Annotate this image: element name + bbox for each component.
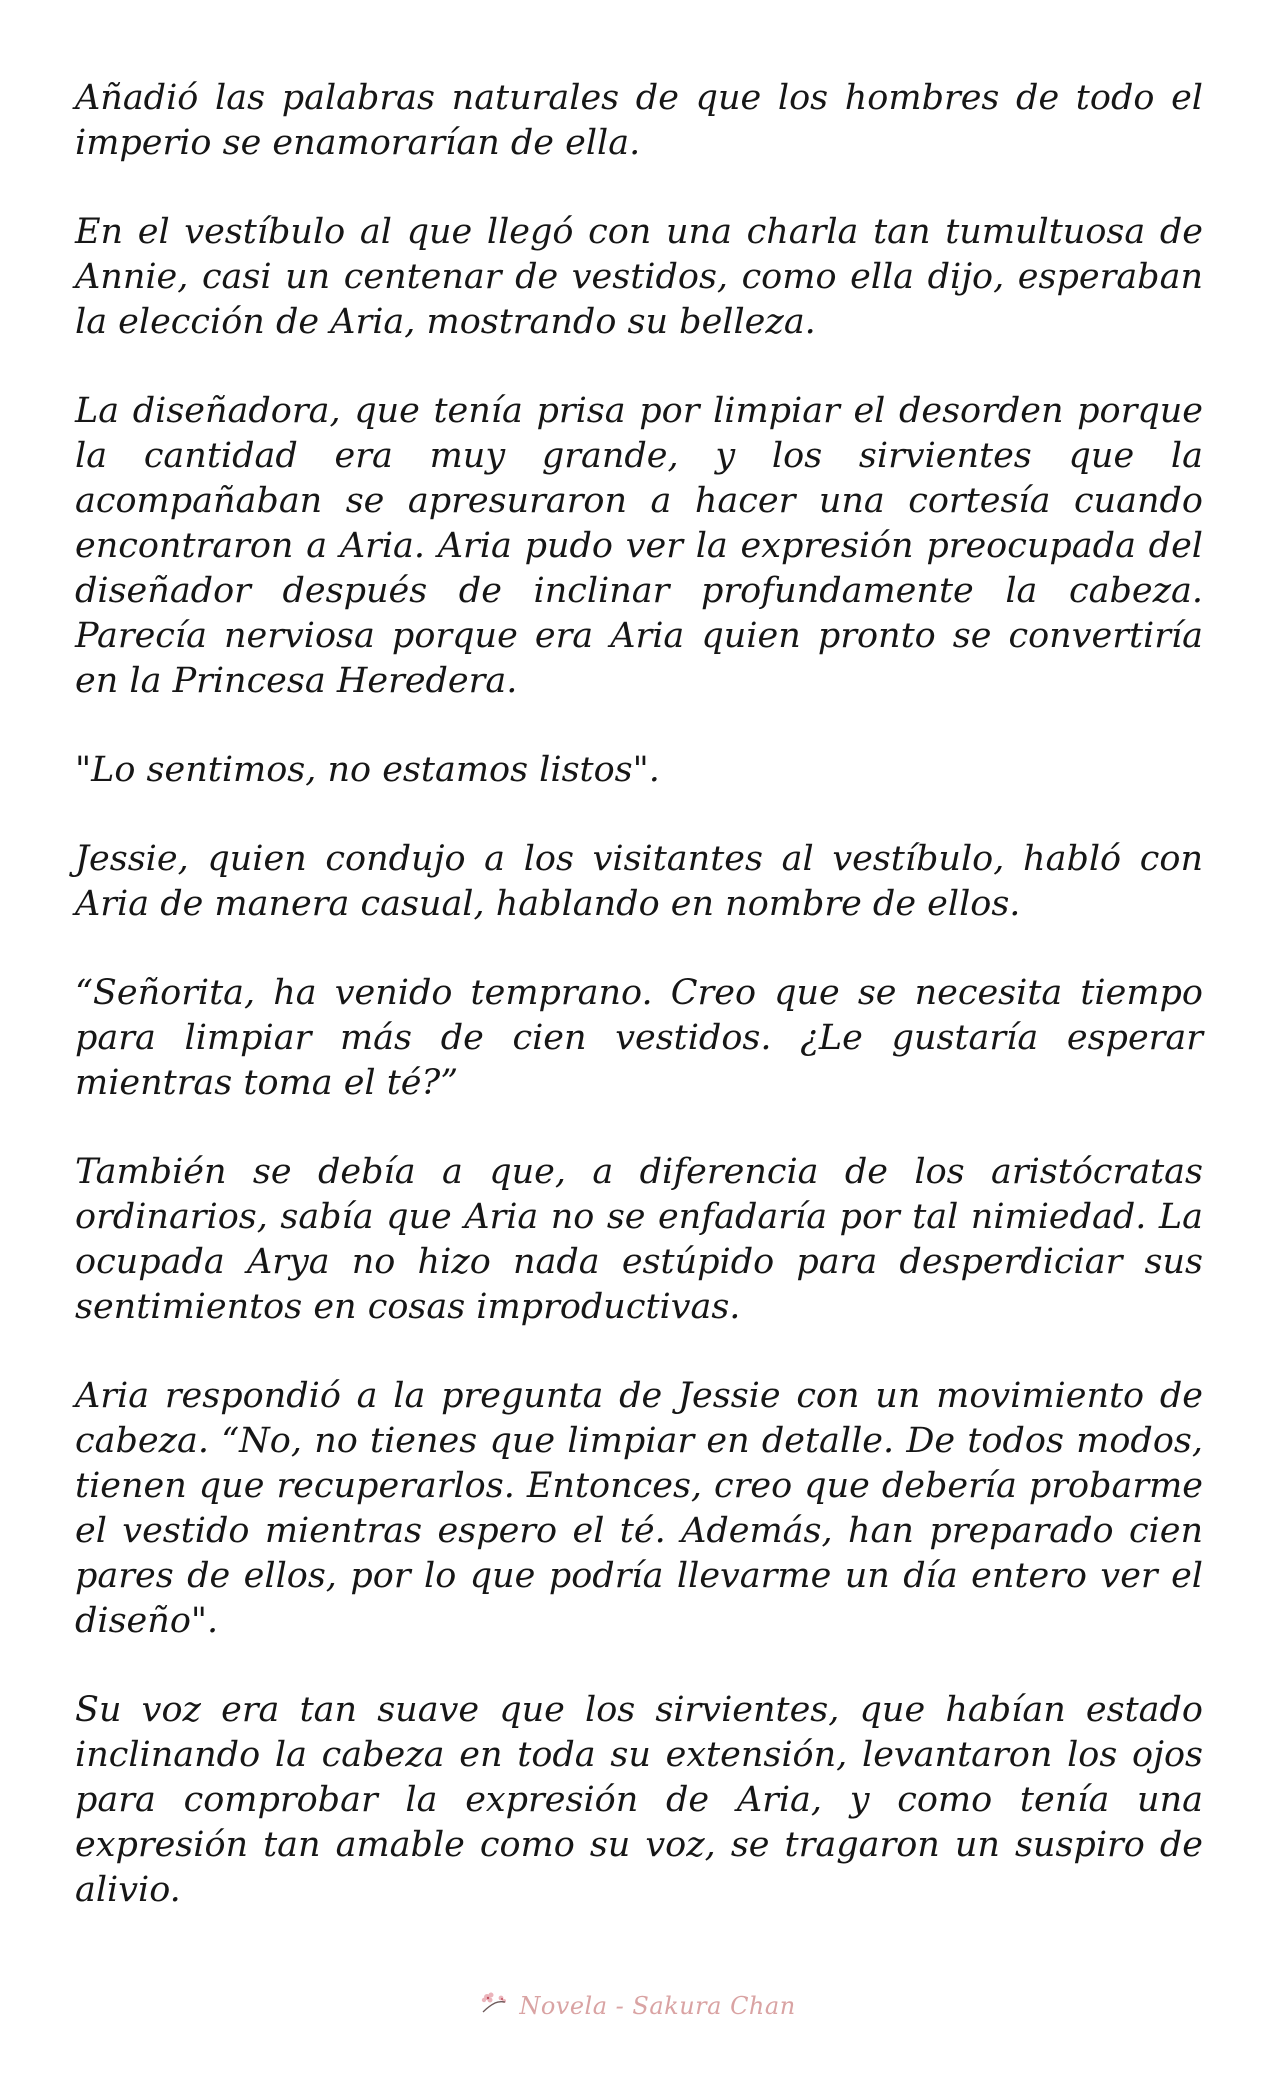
- chapter-text: [75, 76, 1203, 1957]
- paragraph-7: También se debía a que, a diferencia de los aristócratas ordinarios, sabía que Aria no se enfadaría por tal nimiedad. La ocupada Arya no hizo nada estúpido para desperdiciar sus sentimientos en cosas improductivas.: [75, 1152, 1203, 1327]
- paragraph-5: Jessie, quien condujo a los visitantes al vestíbulo, habló con Aria de manera casual, hablando en nombre de ellos.: [75, 839, 1203, 924]
- paragraph-9: Su voz era tan suave que los sirvientes, que habían estado inclinando la cabeza en toda su extensión, levantaron los ojos para comprobar la expresión de Aria, y como tenía una expresión tan amable como su voz, se tragaron un suspiro de alivio.: [75, 1690, 1203, 1910]
- paragraph-6: “Señorita, ha venido temprano. Creo que se necesita tiempo para limpiar más de cien vestidos. ¿Le gustaría esperar mientras toma el té?”: [75, 973, 1203, 1103]
- watermark-footer: [0, 1990, 1275, 2021]
- sakura-flower-icon: [479, 1990, 509, 2021]
- paragraph-4: "Lo sentimos, no estamos listos".: [75, 750, 660, 790]
- watermark-text: Novela - Sakura Chan: [519, 1991, 796, 2020]
- paragraph-1: Añadió las palabras naturales de que los hombres de todo el imperio se enamorarían de ella.: [75, 78, 1203, 163]
- paragraph-2: En el vestíbulo al que llegó con una charla tan tumultuosa de Annie, casi un centenar de vestidos, como ella dijo, esperaban la elección de Aria, mostrando su belleza.: [75, 212, 1203, 342]
- paragraph-8: Aria respondió a la pregunta de Jessie con un movimiento de cabeza. “No, no tienes que limpiar en detalle. De todos modos, tienen que recuperarlos. Entonces, creo que debería probarme el vestido mientras espero el té. Además, han preparado cien pares de ellos, por lo que podría llevarme un día entero ver el diseño".: [75, 1376, 1203, 1641]
- paragraph-3: La diseñadora, que tenía prisa por limpiar el desorden porque la cantidad era muy grande, y los sirvientes que la acompañaban se apresuraron a hacer una cortesía cuando encontraron a Aria. Aria pudo ver la expresión preocupada del diseñador después de inclinar profundamente la cabeza. Parecía nerviosa porque era Aria quien pronto se convertiría en la Princesa Heredera.: [75, 391, 1203, 701]
